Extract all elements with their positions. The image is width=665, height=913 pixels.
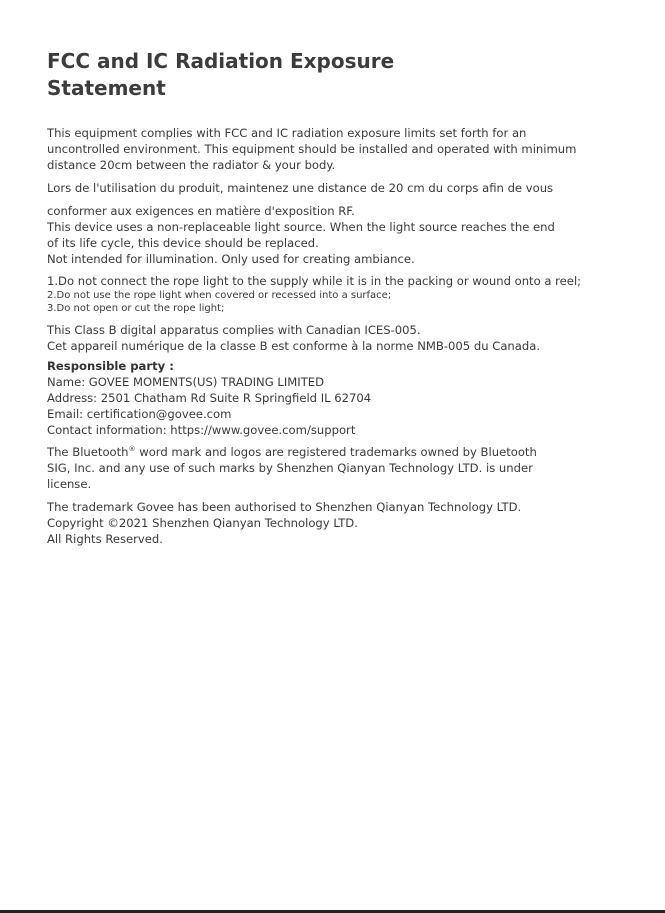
french-line-1: Lors de l'utilisation du produit, maintenez une distance de 20 cm du corps afin de vous <box>47 181 554 195</box>
responsible-address: Address: 2501 Chatham Rd Suite R Springfield IL 62704 <box>47 391 372 405</box>
ices-line-2: Cet appareil numérique de la classe B est conforme à la norme NMB-005 du Canada. <box>47 339 541 353</box>
responsible-contact: Contact information: https://www.govee.com/support <box>47 423 356 437</box>
trademark-line-1: The trademark Govee has been authorised to Shenzhen Qianyan Technology LTD. <box>47 500 522 514</box>
responsible-heading: Responsible party : <box>47 359 174 373</box>
bluetooth-line-3: license. <box>47 477 92 491</box>
ices-statement <box>47 322 647 354</box>
bluetooth-statement <box>47 444 647 492</box>
bluetooth-line-1-start: The Bluetooth <box>47 445 129 459</box>
warning-2: 2.Do not use the rope light when covered or recessed into a surface; <box>47 290 392 301</box>
page-title <box>47 48 427 102</box>
title-line-2: Statement <box>47 76 166 100</box>
responsible-party <box>47 358 647 438</box>
registered-mark: ® <box>128 445 136 453</box>
rights-line: All Rights Reserved. <box>47 532 163 546</box>
responsible-name: Name: GOVEE MOMENTS(US) TRADING LIMITED <box>47 375 325 389</box>
warning-3: 3.Do not open or cut the rope light; <box>47 303 225 314</box>
fcc-line-1: This equipment complies with FCC and IC radiation exposure limits set forth for an <box>47 126 527 140</box>
french-light-paragraph <box>47 203 647 267</box>
french-line-2: conformer aux exigences en matière d'exposition RF. <box>47 204 355 218</box>
title-line-1: FCC and IC Radiation Exposure <box>47 49 395 73</box>
bluetooth-line-1-end: word mark and logos are registered trademarks owned by Bluetooth <box>135 445 537 459</box>
fcc-line-2: uncontrolled environment. This equipment should be installed and operated with minimum <box>47 142 577 156</box>
warning-1: 1.Do not connect the rope light to the supply while it is in the packing or wound onto a reel; <box>47 274 582 288</box>
light-line-2: of its life cycle, this device should be replaced. <box>47 236 319 250</box>
bluetooth-line-2: SIG, Inc. and any use of such marks by Shenzhen Qianyan Technology LTD. is under <box>47 461 533 475</box>
ices-line-1: This Class B digital apparatus complies with Canadian ICES-005. <box>47 323 421 337</box>
bluetooth-line-1 <box>47 444 647 460</box>
fcc-statement <box>47 125 647 173</box>
light-line-1: This device uses a non-replaceable light source. When the light source reaches the end <box>47 220 555 234</box>
responsible-email: Email: certification@govee.com <box>47 407 232 421</box>
fcc-line-3: distance 20cm between the radiator & your body. <box>47 158 336 172</box>
light-line-3: Not intended for illumination. Only used for creating ambiance. <box>47 252 415 266</box>
document-page <box>47 48 647 547</box>
trademark-statement <box>47 499 647 547</box>
copyright-line: Copyright ©2021 Shenzhen Qianyan Technology LTD. <box>47 516 358 530</box>
